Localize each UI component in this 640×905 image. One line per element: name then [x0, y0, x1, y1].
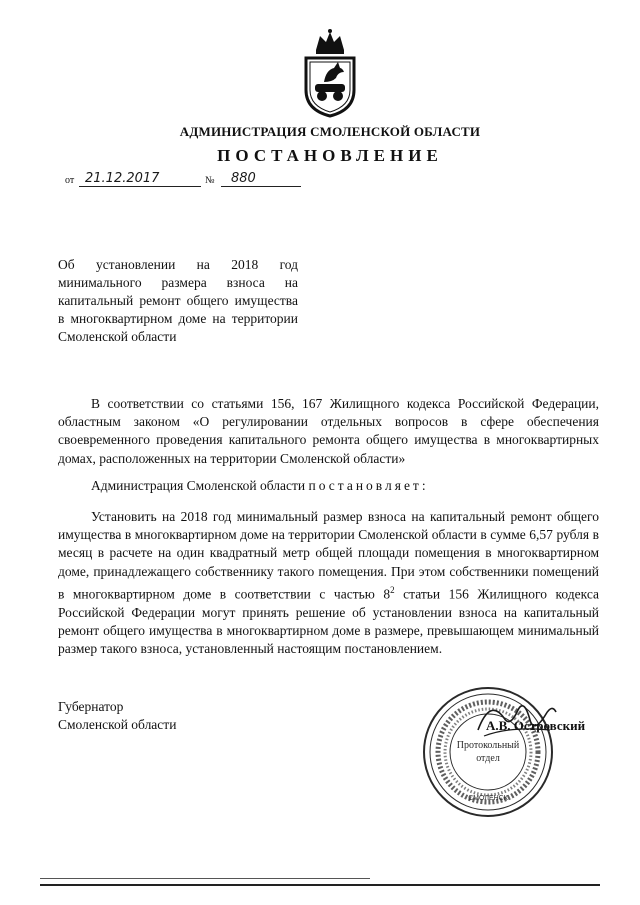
decision-superscript: 2: [390, 584, 395, 595]
stamp-city-text: СМОЛЕНСК: [468, 795, 508, 802]
footer-line: [40, 884, 600, 886]
document-subject: Об установлении на 2018 год минимального размера взноса на капитальный ремонт общего имущества в многоквартирном доме на территории Смоленской области: [58, 257, 298, 344]
document-body: [58, 395, 599, 658]
resolution-verb: постановляет:: [308, 477, 429, 493]
footer-line-thin: [40, 878, 370, 879]
number-sign: №: [205, 175, 215, 186]
signatory-title: [58, 698, 176, 734]
number-underline: [221, 186, 301, 187]
body-paragraph-preamble: В соответствии со статьями 156, 167 Жилищного кодекса Российской Федерации, областным законом «О регулировании отдельных вопросов в сфере обеспечения своевременного проведения капитального ремонта общего имущества в многоквартирных домах, расположенных на территории Смоленской области»: [58, 396, 599, 466]
resolution-prefix: Администрация Смоленской области: [91, 477, 309, 493]
stamp-center-line1: Протокольный: [456, 740, 520, 751]
body-paragraph-resolution: [58, 477, 599, 495]
stamp-center-line2: отдел: [476, 753, 500, 764]
date-underline: [79, 186, 201, 187]
organization-name: АДМИНИСТРАЦИЯ СМОЛЕНСКОЙ ОБЛАСТИ: [179, 124, 481, 139]
signatory-name: А.В. Островский: [486, 718, 586, 733]
coat-of-arms-emblem: [298, 28, 362, 120]
signatory-title-line1: Губернатор: [58, 699, 124, 714]
date-prefix: от: [65, 175, 75, 186]
decision-text-end: статьи 156 Жилищного кодекса Российской Федерации могут принять решение об установлении взноса на капитальный ремонт общего имущества в многоквартирном доме в размере, превышающем минимальный размер такого взноса, установленный настоящим постановлением.: [58, 586, 599, 656]
document-type-title: ПОСТАНОВЛЕНИЕ: [217, 146, 443, 165]
body-paragraph-decision: [58, 508, 599, 658]
signatory-title-line2: Смоленской области: [58, 717, 177, 732]
handwritten-date: 21.12.2017: [85, 171, 160, 186]
handwritten-number: 880: [231, 171, 256, 186]
date-number-line: [65, 173, 305, 191]
decision-text-start: Установить на 2018 год минимальный размер взноса на капитальный ремонт общего имущества в многоквартирном доме на территории Смоленской области в сумме 6,57 рубля в месяц в расчете на один квадратный метр общей площади помещения в многоквартирном доме, принадлежащего собственнику такого помещения. При этом собственники помещений в многоквартирном доме в соответствии с частью 8: [58, 509, 599, 602]
